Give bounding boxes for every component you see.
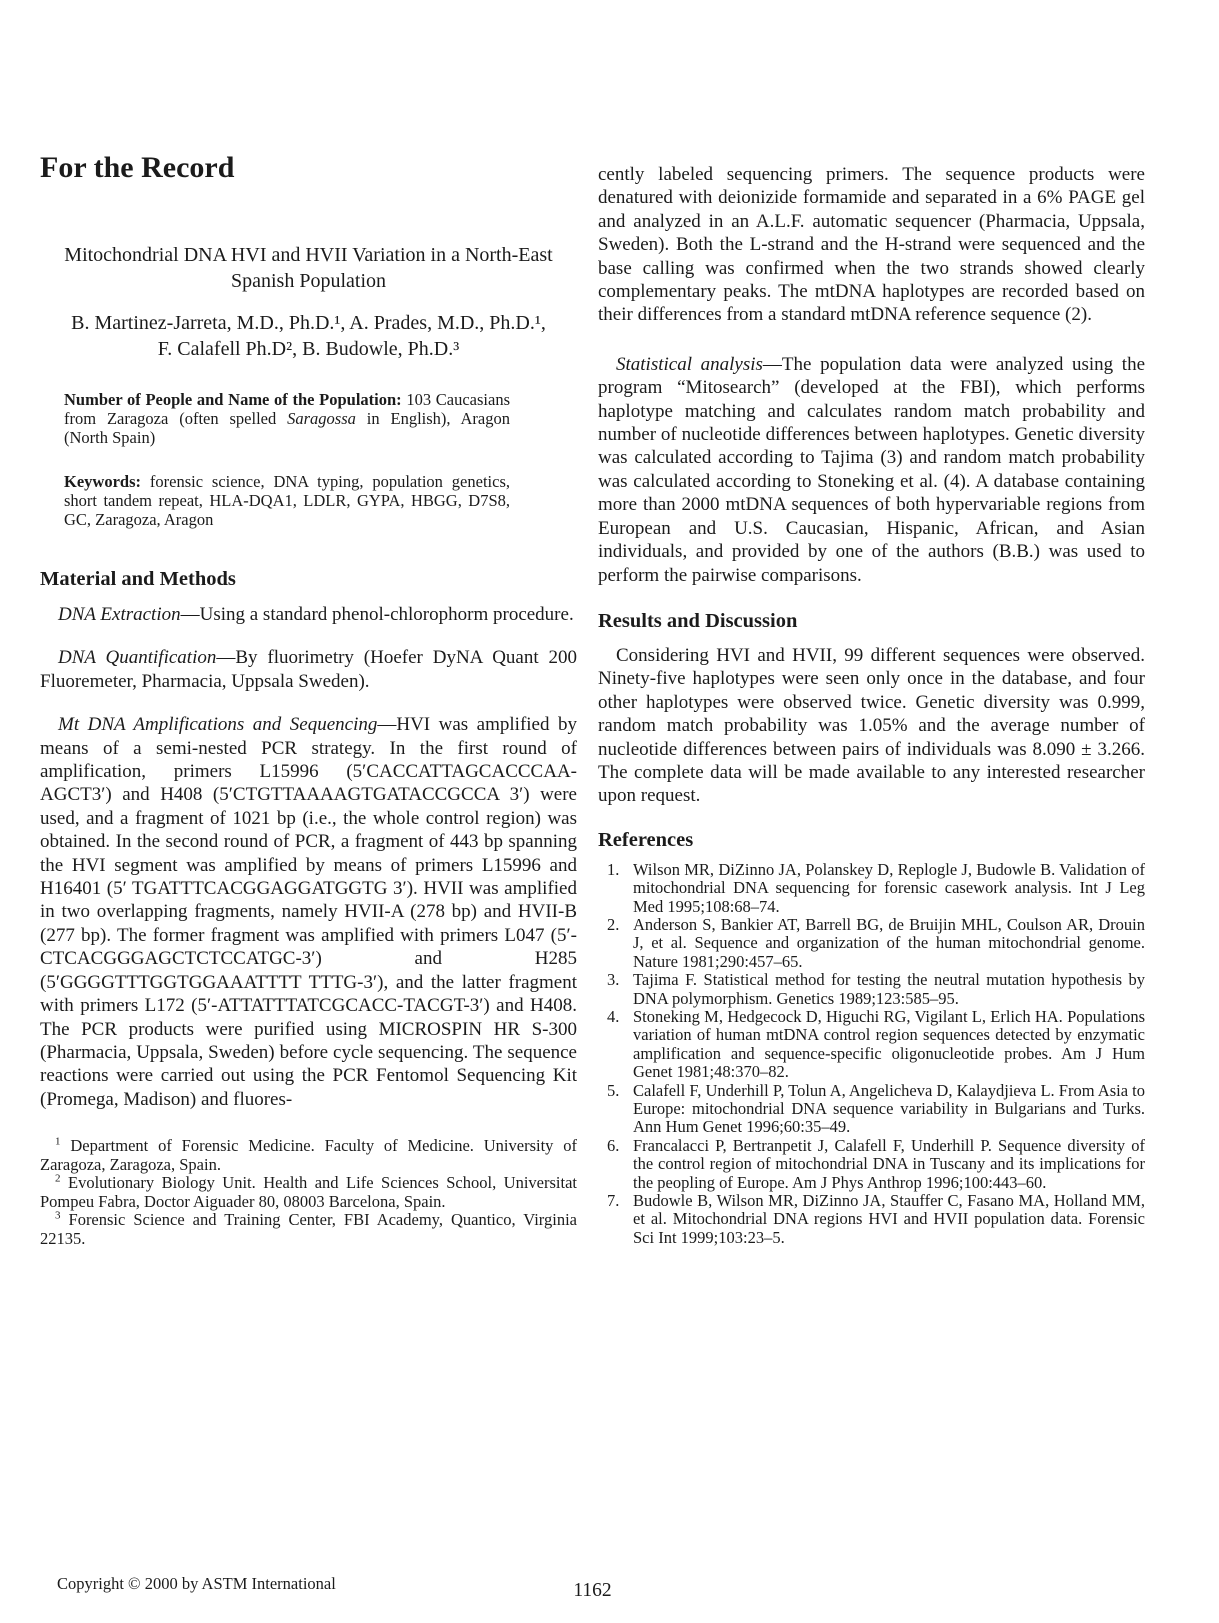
footnotes-block	[40, 1137, 577, 1248]
footnote-3	[40, 1211, 577, 1248]
reference-item	[598, 916, 1145, 971]
footnote-1-text: Department of Forensic Medicine. Faculty of Medicine. University of Zaragoza, Zaragoza, Spain.	[40, 1136, 577, 1174]
mtdna-amplification-text: —HVI was amplified by means of a semi-nested PCR strategy. In the first round of amplification, primers L15996 (5′CACCATTAGCACCCAA-AGCT3′) and H408 (5′CTGTTAAAAGTGATACCGCCA 3′) were used, and a fragment of 1021 bp (i.e., the whole control region) was obtained. In the second round of PCR, a fragment of 443 bp spanning the HVI segment was amplified by means of primers L15996 and H16401 (5′ TGATTTCACGGAGGATGGTG 3′). HVII was amplified in two overlapping fragments, namely HVII-A (278 bp) and HVII-B (277 bp). The former fragment was amplified with primers L047 (5′-CTCACGGGAGCTCTCCATGC-3′) and H285 (5′GGGGTTTGGTGGAAATTTT TTTG-3′), and the latter fragment with primers L172 (5′-ATTATTTATCGCACC-TACGT-3′) and H408. The PCR products were purified using MICROSPIN HR S-300 (Pharmacia, Uppsala, Sweden) before cycle sequencing. The sequence reactions were carried out using the PCR Fentomol Sequencing Kit (Promega, Madison) and fluores-	[40, 714, 577, 1110]
reference-item	[598, 1008, 1145, 1082]
results-discussion-heading: Results and Discussion	[598, 609, 798, 632]
reference-text: Wilson MR, DiZinno JA, Polanskey D, Replogle J, Budowle B. Validation of mitochondrial DNA sequencing for forensic casework analysis. Int J Leg Med 1995;108:68–74.	[633, 859, 1145, 916]
footnote-3-text: Forensic Science and Training Center, FBI Academy, Quantico, Virginia 22135.	[40, 1210, 577, 1248]
population-label: Number of People and Name of the Population:	[64, 390, 402, 409]
footnote-3-marker: 3	[55, 1209, 61, 1222]
reference-number: 6.	[607, 1135, 620, 1155]
paragraph-dna-quantification	[40, 646, 577, 693]
footnote-2	[40, 1174, 577, 1211]
reference-number: 4.	[607, 1007, 620, 1026]
article-title-line1: Mitochondrial DNA HVI and HVII Variation in a North-East	[64, 244, 553, 266]
reference-item	[598, 1082, 1145, 1137]
reference-number: 3.	[607, 970, 620, 990]
paragraph-statistical-analysis	[598, 353, 1145, 587]
page-number: 1162	[573, 1580, 612, 1601]
reference-number: 5.	[607, 1080, 620, 1100]
reference-list	[598, 861, 1145, 1248]
copyright-notice: Copyright © 2000 by ASTM International	[57, 1574, 336, 1593]
reference-text: Tajima F. Statistical method for testing the neutral mutation hypothesis by DNA polymorphism. Genetics 1989;123:585–95.	[633, 970, 1145, 1008]
footnote-1-marker: 1	[55, 1135, 61, 1148]
author-list	[40, 310, 577, 362]
material-methods-heading: Material and Methods	[40, 568, 236, 590]
keywords-info	[64, 472, 510, 529]
reference-item	[598, 971, 1145, 1008]
paragraph-mtdna-amplification	[40, 713, 577, 1111]
footnote-2-marker: 2	[55, 1172, 61, 1185]
population-text-italic: Saragossa	[287, 409, 356, 428]
reference-item	[598, 1137, 1145, 1192]
dna-quantification-text: —By fluorimetry (Hoefer DyNA Quant 200 Fluoremeter, Pharmacia, Uppsala Sweden).	[40, 647, 578, 692]
keywords-label: Keywords:	[64, 472, 141, 491]
references-heading: References	[598, 828, 694, 851]
reference-text: Stoneking M, Hedgecock D, Higuchi RG, Vigilant L, Erlich HA. Populations variation of human mtDNA control region sequences detected by enzymatic amplification and sequence-specific oligonucleotide probes. Am J Hum Genet 1981;48:370–82.	[633, 1007, 1145, 1082]
dna-extraction-text: —Using a standard phenol-chlorophorm procedure.	[180, 604, 574, 625]
article-title-line2: Spanish Population	[230, 270, 386, 292]
reference-text: Francalacci P, Bertranpetit J, Calafell F, Underhill P. Sequence diversity of the control region of mitochondrial DNA in Tuscany and its implications for the peopling of Europe. Am J Phys Anthrop 1996;100:443–60.	[633, 1135, 1145, 1192]
paragraph-dna-extraction	[40, 603, 577, 626]
article-title	[40, 242, 577, 294]
reference-number: 2.	[607, 914, 620, 934]
population-info	[64, 390, 510, 447]
section-kicker: For the Record	[40, 151, 235, 184]
reference-number: 1.	[607, 859, 620, 879]
population-text-pre: 103 Caucasians from Zaragoza (often spelled	[64, 390, 510, 428]
statistical-analysis-lead: Statistical analysis	[616, 353, 763, 375]
author-line-1: B. Martinez-Jarreta, M.D., Ph.D.¹, A. Prades, M.D., Ph.D.¹,	[71, 312, 546, 334]
reference-text: Calafell F, Underhill P, Tolun A, Angelicheva D, Kalaydjieva L. From Asia to Europe: mitochondrial DNA sequence variability in Bulgarians and Turks. Ann Hum Genet 1996;60:35–49.	[633, 1080, 1145, 1137]
reference-item	[598, 1192, 1145, 1247]
footnote-1	[40, 1137, 577, 1174]
keywords-text: forensic science, DNA typing, population genetics, short tandem repeat, HLA-DQA1, LDLR, GYPA, HBGG, D7S8, GC, Zaragoza, Aragon	[64, 472, 510, 529]
statistical-analysis-text: —The population data were analyzed using the program “Mitosearch” (developed at the FBI), which performs haplotype matching and calculates random match probability and number of nucleotide differences between haplotypes. Genetic diversity was calculated according to Tajima (3) and random match probability was calculated according to Stoneking et al. (4). A database containing more than 2000 mtDNA sequences of both hypervariable regions from European and U.S. Caucasian, Hispanic, African, and Asian individuals, and provided by one of the authors (B.B.) was used to perform the pairwise comparisons.	[598, 353, 1146, 586]
footnote-2-text: Evolutionary Biology Unit. Health and Life Sciences School, Universitat Pompeu Fabra, Doctor Aiguader 80, 08003 Barcelona, Spain.	[40, 1173, 577, 1211]
reference-text: Budowle B, Wilson MR, DiZinno JA, Stauffer C, Fasano MA, Holland MM, et al. Mitochondrial DNA regions HVI and HVII population data. Forensic Sci Int 1999;103:23–5.	[633, 1191, 1145, 1247]
dna-extraction-lead: DNA Extraction	[58, 604, 181, 625]
population-text-post: in English), Aragon (North Spain)	[64, 409, 510, 447]
paragraph-sequencing-continuation: cently labeled sequencing primers. The sequence products were denatured with deionizide formamide and separated in a 6% PAGE gel and analyzed in an A.L.F. automatic sequencer (Pharmacia, Uppsala, Sweden). Both the L-strand and the H-strand were sequenced and the base calling was confirmed when the two strands showed clearly complementary peaks. The mtDNA haplotypes are recorded based on their differences from a standard mtDNA reference sequence (2).	[598, 164, 1145, 326]
mtdna-amplification-lead: Mt DNA Amplifications and Sequencing	[58, 714, 378, 736]
reference-number: 7.	[607, 1191, 620, 1211]
dna-quantification-lead: DNA Quantification	[58, 647, 217, 669]
right-column	[598, 163, 1145, 1247]
author-line-2: F. Calafell Ph.D², B. Budowle, Ph.D.³	[157, 338, 460, 360]
left-column	[40, 150, 577, 1248]
paragraph-results: Considering HVI and HVII, 99 different sequences were observed. Ninety-five haplotypes were seen only once in the database, and four other haplotypes were observed twice. Genetic diversity was 0.999, random match probability was 1.05% and the average number of nucleotide differences between pairs of individuals was 8.090 ± 3.266. The complete data will be made available to any interested researcher upon request.	[598, 644, 1145, 807]
reference-item	[598, 861, 1145, 916]
reference-text: Anderson S, Bankier AT, Barrell BG, de Bruijin MHL, Coulson AR, Drouin J, et al. Sequence and organization of the human mitochondrial genome. Nature 1981;290:457–65.	[633, 914, 1145, 971]
